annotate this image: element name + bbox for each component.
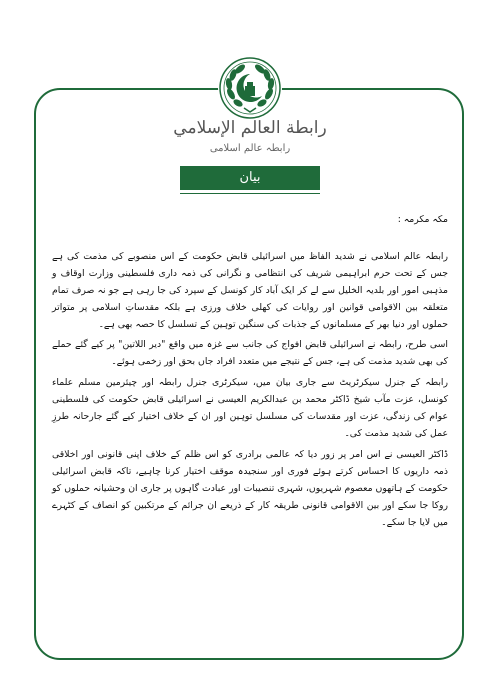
banner-divider [180,193,320,194]
statement-body [52,212,448,535]
organization-subtitle: رابطہ عالم اسلامی [209,143,291,154]
paragraph: رابطہ کے جنرل سیکرٹریٹ سے جاری بیان میں، سیکرٹری جنرل رابطہ اور چیئرمین مسلم علماء کونسل، عزت مآب شیخ ڈاکٹر محمد بن عبدالکریم العیسی نے اسرائیلی قابض حکومت کی فلسطینی عوام کی زندگی، عزت اور مقدسات کی مسلسل توہین اور ان کے خلاف اختیار کیے گئے جارحانہ طرزِ عمل کی شدید مذمت کی۔ [52,377,448,439]
dateline-place: مکہ مکرمہ : [397,214,448,225]
organization-name: رابطة العالم الإسلامي [173,118,327,138]
crescent-wreath-emblem-icon [218,56,282,120]
paragraph: ڈاکٹر العیسی نے اس امر پر زور دیا کہ عالمی برادری کو اس ظلم کے خلاف اپنی قانونی اور اخلاقی ذمہ داریوں کا احساس کرتے ہوئے فوری اور سنجیدہ موقف اختیار کرنا چاہیے، تاکہ قابض اسرائیلی حکومت کے ہاتھوں معصوم شہریوں، شہری تنصیبات اور عبادت گاہوں پر جاری ان وحشیانہ حملوں کو روکا جا سکے اور بین الاقوامی قانونی طریقہ کار کے ذریعے ان جرائم کے مرتکبین کو انصاف کے کٹہرے میں لایا جا سکے۔ [52,448,448,528]
document-type-banner: بیان [180,166,320,190]
paragraph: رابطہ عالم اسلامی نے شدید الفاظ میں اسرائیلی قابض حکومت کے اس منصوبے کی مذمت کی ہے جس کے تحت حرم ابراہیمی شریف کی انتظامی و نگرانی کی ذمہ داری فلسطینی وزارت اوقاف و مذہبی امور اور بلدیہ الخلیل سے لے کر ایک آباد کار کونسل کے سپرد کی جا رہی ہے جو نہ صرف تمام متعلقہ بین الاقوامی قوانین اور روایات کی کھلی خلاف ورزی ہے بلکہ مقدساتِ اسلامی پر متواتر حملوں اور دنیا بھر کے مسلمانوں کے جذبات کی سنگین توہین کے تسلسل کا حصہ بھی ہے۔ [52,250,448,330]
paragraph: اسی طرح، رابطہ نے اسرائیلی قابض افواج کی جانب سے غزہ میں واقع "دیر اللاتین" پر کیے گئے حملے کی بھی شدید مذمت کی ہے، جس کے نتیجے میں متعدد افراد جاں بحق اور زخمی ہوئے۔ [52,339,448,368]
